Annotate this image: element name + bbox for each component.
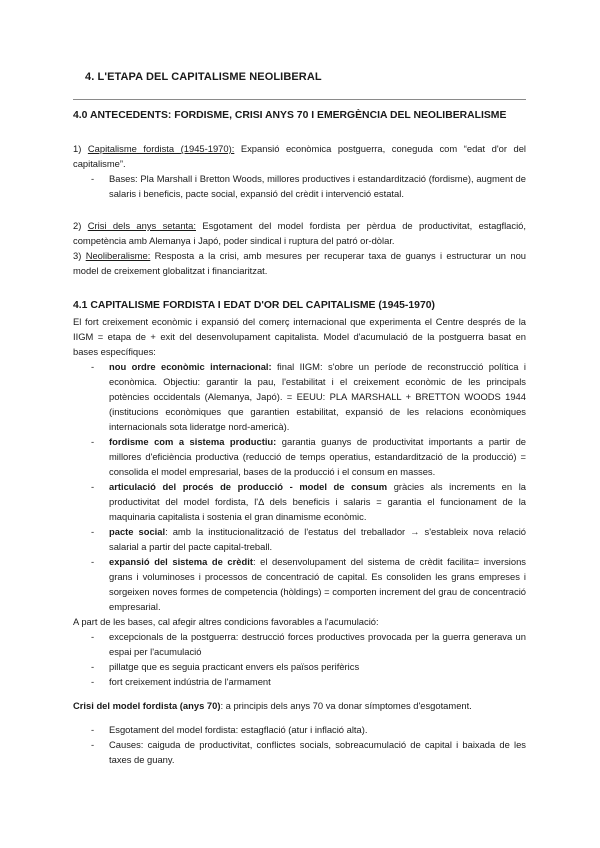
list-item: - nou ordre econòmic internacional: final IIGM: s'obre un període de reconstrucció política i econòmica. Objectiu: garantir la pau, l'estabilitat i el creixement econòmic de les principals potències occidentals (Alemanya, Japó). = EEUU: PLA MARSHALL + BRETTON WOODS 1944 (institucions econòmiques que garantien estabilitat, expansió de les relacions econòmiques internacionals sota lideratge nord-americà). xyxy=(73,359,526,434)
item-number: 1) xyxy=(73,143,88,154)
page-title: 4. L'ETAPA DEL CAPITALISME NEOLIBERAL xyxy=(85,71,322,83)
item-text: Esgotament del model fordista per pèrdua de productivitat, estagflació, competència amb Alemanya i Japó, poder sindical i ruptura del patró or-dòlar. xyxy=(73,220,526,246)
paragraph-capitalisme-fordista xyxy=(73,141,526,201)
heading-divider xyxy=(73,99,526,100)
list-item: - articulació del procés de producció - model de consum gràcies als increments en la productivitat del model fordista, l'Δ dels beneficis i salaris = garantia el funcionament de la maquinaria capitalista i sostenia el gran dinamisme econòmic. xyxy=(73,479,526,524)
list-item: - expansió del sistema de crèdit: el desenvolupament del sistema de crèdit facilita= inversions grans i voluminoses i processos de concentració de capital. Es consoliden les grans empreses i sorgeixen noves formes de competencia (hòldings) = comporten increment del grau de concentració empresarial. xyxy=(73,554,526,614)
list-item: - excepcionals de la postguerra: destrucció forces productives provocada per la guerra generava un espai per l'acumulació xyxy=(73,629,526,659)
paragraph-crisi-setanta xyxy=(73,218,526,278)
term: Crisi del model fordista (anys 70) xyxy=(73,700,221,711)
list-item: - Causes: caiguda de productivitat, conflictes socials, sobreacumulació de capital i baixada de les taxes de guany. xyxy=(73,737,526,767)
item-text: Expansió econòmica postguerra, coneguda com “edat d'or del capitalisme”. xyxy=(73,143,526,169)
extra-intro: A part de les bases, cal afegir altres condicions favorables a l'acumulació: xyxy=(73,616,379,627)
intro-paragraph: El fort creixement econòmic i expansió del comerç internacional que experimenta el Centre després de la IIGM = etapa de + exit del desenvolupament capitalista. Model d'acumulació de la postguerra basat en bases específiques: xyxy=(73,316,526,357)
crisis-paragraph: Crisi del model fordista (anys 70): a principis dels anys 70 va donar símptomes d'esgotament. xyxy=(73,700,472,711)
item-number: 3) xyxy=(73,250,86,261)
list-item: - pacte social: amb la institucionalització de l'estatus del treballador → s'estableix nova relació salarial a partir del pacte capital-treball. xyxy=(73,524,526,554)
paragraph-neoliberalisme xyxy=(73,248,526,278)
list-item: - pillatge que es seguia practicant envers els països perifèrics xyxy=(73,659,526,674)
list-item: - fort creixement indústria de l'armament xyxy=(73,674,526,689)
list-item: - fordisme com a sistema productiu: garantia guanys de productivitat importants a partir de millores d'eficiència productiva (reducció de temps operatius, estandardització de la producció) = consolida el model empresarial, bases de la producció i el consum en masses. xyxy=(73,434,526,479)
section-4-1-body xyxy=(73,314,526,689)
bullet-bases: - Bases: Pla Marshall i Bretton Woods, millores productives i estandardització (fordisme), augment de salaris i beneficis, pacte social, expansió del crèdit i intervenció estatal. xyxy=(73,171,526,201)
crisis-list xyxy=(73,722,526,767)
list-item: - Esgotament del model fordista: estagflació (atur i inflació alta). xyxy=(73,722,526,737)
section-4-1-heading: 4.1 CAPITALISME FORDISTA I EDAT D'OR DEL CAPITALISME (1945-1970) xyxy=(73,300,435,311)
term: Neoliberalisme: xyxy=(85,250,151,261)
term: Capitalisme fordista (1945-1970): xyxy=(87,143,235,154)
item-text: Resposta a la crisi, amb mesures per recuperar taxa de guanys i estructurar un nou model de creixement globalitzat i financiaritzat. xyxy=(73,250,526,276)
section-4-0-heading: 4.0 ANTECEDENTS: FORDISME, CRISI ANYS 70 I EMERGÈNCIA DEL NEOLIBERALISME xyxy=(73,110,507,121)
item-number: 2) xyxy=(73,220,88,231)
term: Crisi dels anys setanta: xyxy=(87,220,196,231)
